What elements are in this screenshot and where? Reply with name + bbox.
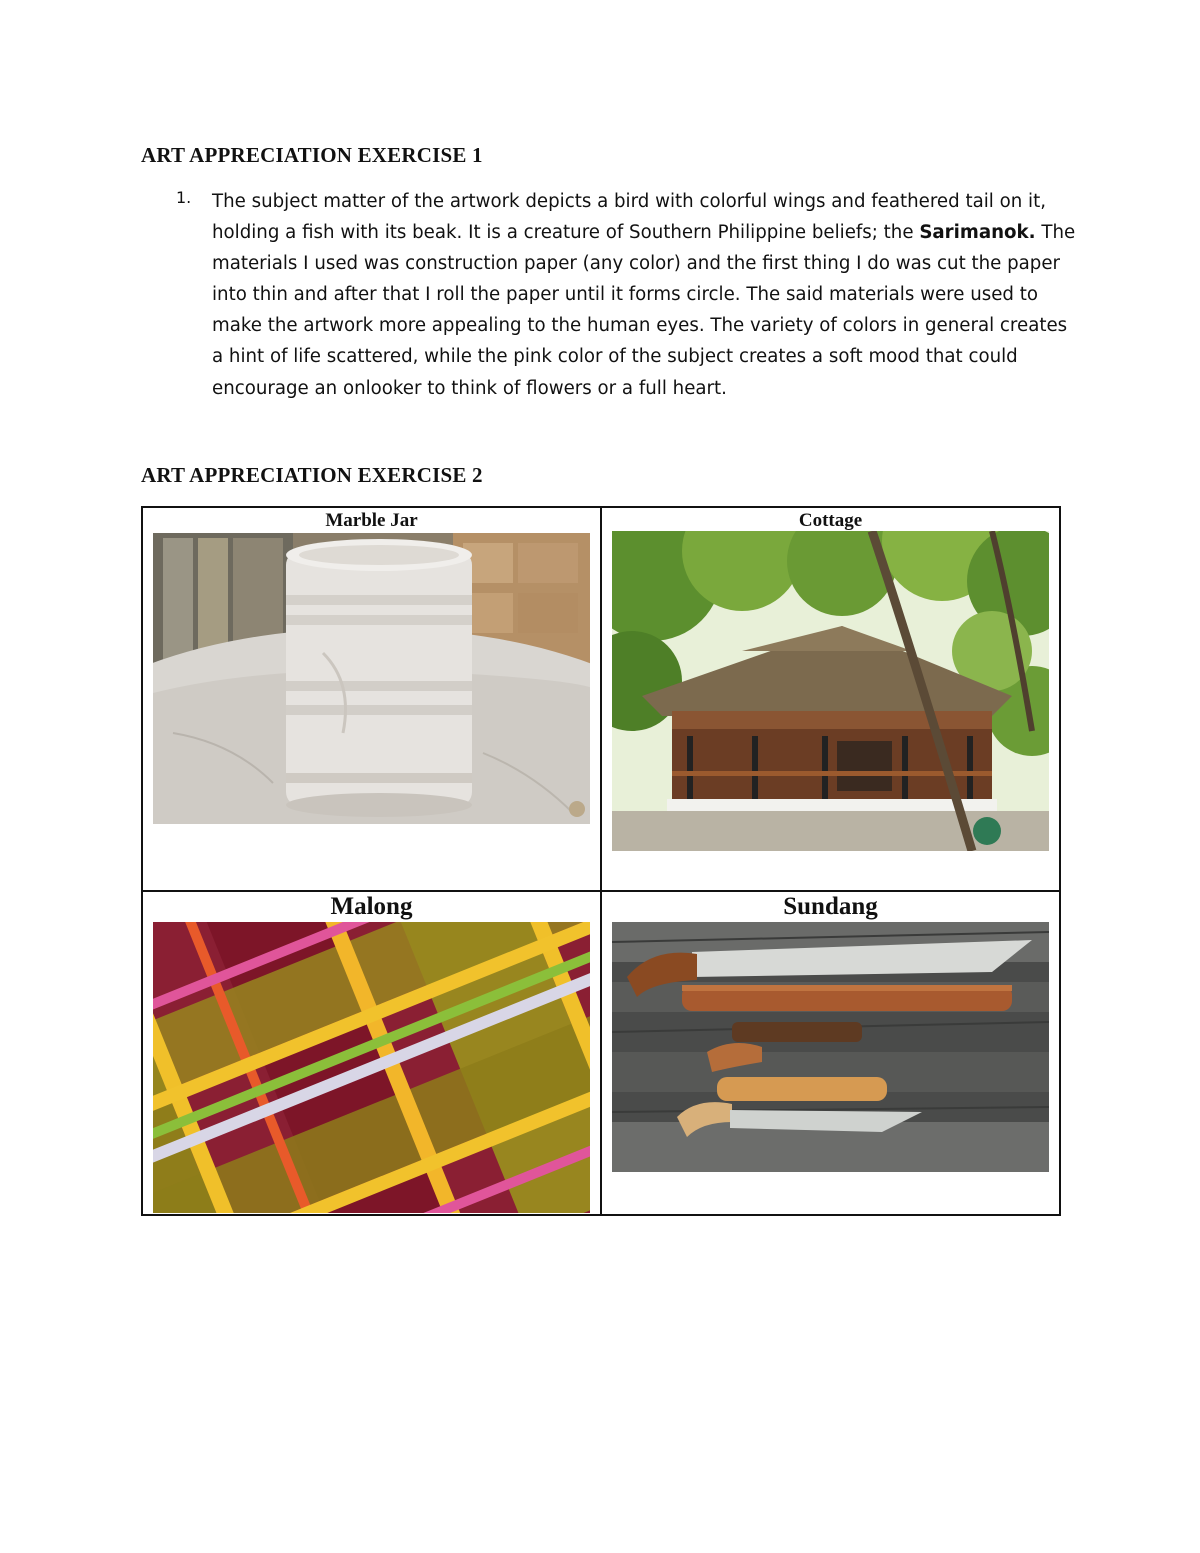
caption-malong: Malong [330, 893, 413, 920]
caption-sundang: Sundang [783, 893, 878, 920]
cell-cottage [601, 507, 1060, 891]
paragraph-text-start: The subject matter of the artwork depicts a bird with colorful wings and feathered tail on it, holding a fish with its beak. It is a creature of Southern Philippine beliefs; the [212, 191, 1047, 244]
caption-cottage: Cottage [798, 510, 863, 531]
exercise-2-heading: ART APPRECIATION EXERCISE 2 [141, 463, 483, 487]
exercise-1-heading: ART APPRECIATION EXERCISE 1 [141, 143, 483, 167]
malong-photo [153, 922, 590, 1213]
marble-jar-photo [153, 533, 590, 824]
exercise-1-paragraph [212, 186, 1082, 404]
caption-marble-jar: Marble Jar [325, 510, 418, 531]
cell-marble-jar [142, 507, 601, 891]
cell-malong [142, 891, 601, 1215]
cell-sundang [601, 891, 1060, 1215]
cottage-photo [612, 531, 1049, 851]
sarimanok-term: Sarimanok. [919, 222, 1036, 244]
sundang-photo [612, 922, 1049, 1172]
list-item-number: 1. [176, 188, 192, 207]
artwork-table [141, 506, 1061, 1216]
paragraph-text-end: The materials I used was construction paper (any color) and the first thing I do was cut the paper into thin and after that I roll the paper until it forms circle. The said materials were used to make the artwork more appealing to the human eyes. The variety of colors in general creates a hint of life scattered, while the pink color of the subject creates a soft mood that could encourage an onlooker to think of flowers or a full heart. [212, 222, 1076, 399]
